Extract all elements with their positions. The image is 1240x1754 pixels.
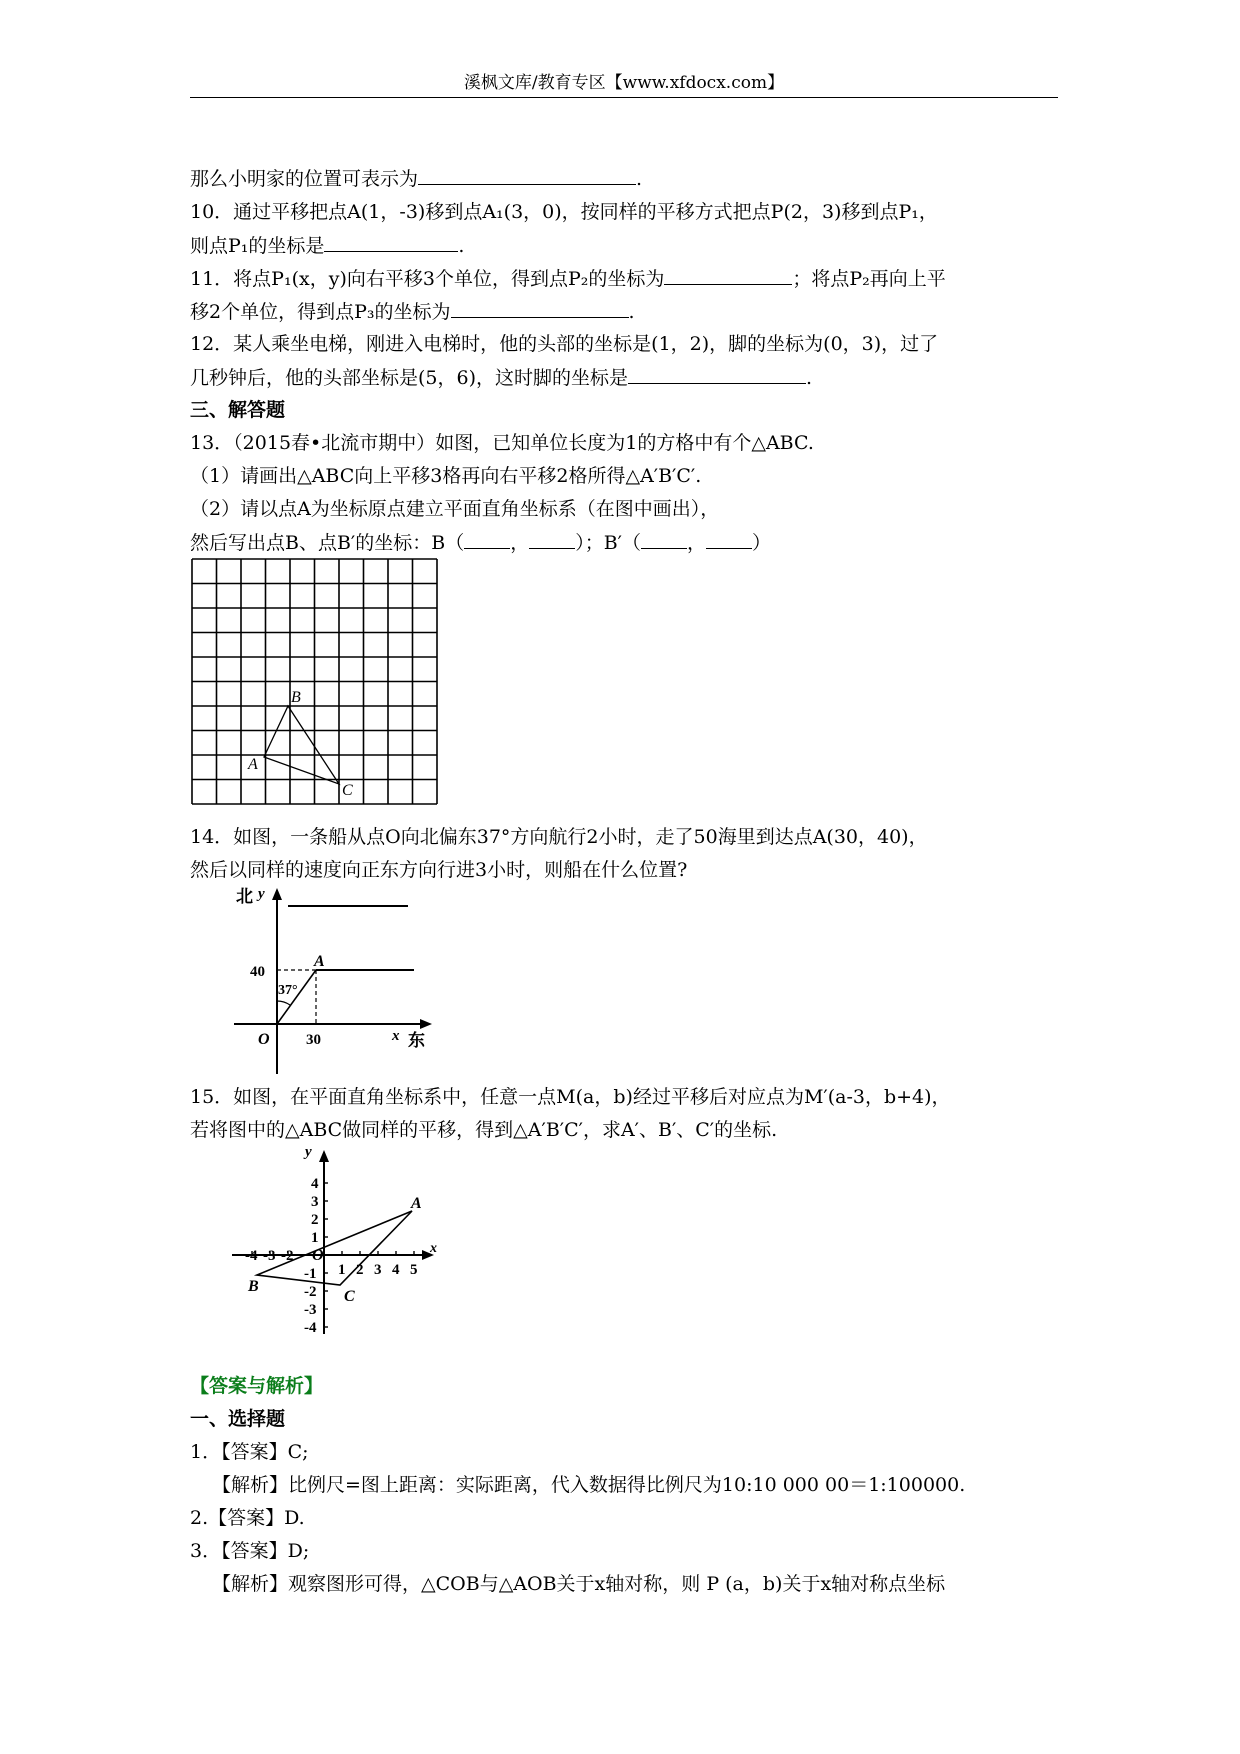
answer-blank (628, 365, 806, 384)
y-tick-label: 4 (311, 1176, 319, 1192)
grid (192, 559, 437, 804)
x-tick-label: 2 (356, 1262, 364, 1278)
section-heading-1: 一、选择题 (190, 1408, 286, 1430)
x-label: x (392, 1028, 400, 1044)
label-a: A (248, 756, 258, 773)
y-tick-label: 2 (311, 1212, 319, 1228)
x-tick-label: 1 (338, 1262, 346, 1278)
text: 则点P₁的坐标是 (190, 235, 325, 257)
q11-line2 (190, 299, 635, 324)
text: 那么小明家的位置可表示为 (190, 168, 419, 190)
y-tick-label: -3 (304, 1302, 317, 1318)
q14-line1: 14．如图，一条船从点O向北偏东37°方向航行2小时，走了50海里到达点A(30，40)， (190, 826, 928, 848)
text: 然后写出点B、点B′的坐标：B（ (190, 532, 465, 554)
y-tick-label: -1 (304, 1266, 317, 1282)
q15-line2: 若将图中的△ABC做同样的平移，得到△A′B′C′，求A′、B′、C′的坐标. (190, 1119, 778, 1141)
angle-arc (277, 1001, 290, 1005)
y-tick-label: 3 (311, 1194, 319, 1210)
east-label: 东 (408, 1031, 425, 1050)
label-b: B (248, 1278, 259, 1295)
y-axis-arrow (319, 1150, 329, 1162)
text: 几秒钟后，他的头部坐标是(5，6)，这时脚的坐标是 (190, 367, 629, 389)
x-tick-label: 4 (392, 1262, 400, 1278)
x-tick-label: -2 (281, 1248, 294, 1264)
q11-line1 (190, 266, 946, 291)
y-axis-arrow (272, 888, 282, 900)
answer-3: 3．【答案】D; (190, 1540, 310, 1562)
q13-part1: （1）请画出△ABC向上平移3格再向右平移2格所得△A′B′C′. (190, 465, 702, 487)
text: ， (510, 532, 530, 554)
text: ；将点P₂再向上平 (792, 268, 946, 290)
answer-blank (451, 299, 629, 318)
q9-continuation (190, 166, 642, 191)
text: . (636, 168, 643, 190)
x-tick-label: -3 (263, 1248, 276, 1264)
q14-line2: 然后以同样的速度向正东方向行进3小时，则船在什么位置? (190, 859, 688, 881)
section-heading-3: 三、解答题 (190, 399, 286, 421)
origin-label: O (312, 1247, 324, 1264)
x-label: x (430, 1241, 437, 1256)
answer-1: 1．【答案】C; (190, 1441, 309, 1463)
origin-label: O (258, 1031, 270, 1048)
header-divider (190, 97, 1058, 98)
answer-2: 2.【答案】D. (190, 1507, 305, 1529)
x-axis-arrow (420, 1019, 432, 1029)
text: 11．将点P₁(x，y)向右平移3个单位，得到点P₂的坐标为 (190, 268, 665, 290)
text: . (628, 301, 635, 323)
answer-blank (464, 530, 510, 549)
q12-line2 (190, 365, 812, 390)
q13-part2: （2）请以点A为坐标原点建立平面直角坐标系（在图中画出）， (190, 498, 720, 520)
x30-label: 30 (306, 1032, 321, 1048)
y-tick-label: -2 (304, 1284, 317, 1300)
text: ， (687, 532, 707, 554)
q15-coordinate-figure (226, 1144, 446, 1338)
y40-label: 40 (250, 964, 265, 980)
point-a-label: A (314, 953, 325, 970)
answer-blank (641, 530, 687, 549)
answer-1-explanation: 【解析】比例尺=图上距离：实际距离，代入数据得比例尺为10:10 000 00＝1:100000. (212, 1474, 966, 1496)
text: . (458, 235, 465, 257)
q13-grid-figure (190, 557, 440, 807)
y-tick-label: 1 (311, 1230, 319, 1246)
y-label: y (258, 886, 265, 902)
answer-3-explanation: 【解析】观察图形可得，△COB与△AOB关于x轴对称，则 P (a，b)关于x轴对称点坐标 (212, 1573, 946, 1595)
answer-section-title: 【答案与解析】 (190, 1375, 324, 1397)
label-a: A (411, 1195, 422, 1212)
label-c: C (342, 782, 353, 799)
page-header: 溪枫文库/教育专区【www.xfdocx.com】 (463, 73, 785, 93)
q10-line2 (190, 233, 464, 258)
answer-blank (664, 266, 792, 285)
q12-line1: 12．某人乘坐电梯，刚进入电梯时，他的头部的坐标是(1，2)，脚的坐标为(0，3)，过了 (190, 333, 939, 355)
label-c: C (344, 1288, 355, 1305)
answer-blank (706, 530, 752, 549)
x-tick-label: -4 (245, 1248, 258, 1264)
text: 移2个单位，得到点P₃的坐标为 (190, 301, 451, 323)
answer-blank (418, 166, 636, 185)
answer-blank (324, 233, 458, 252)
label-b: B (291, 689, 301, 706)
x-tick-label: 3 (374, 1262, 382, 1278)
y-tick-label: -4 (304, 1320, 317, 1336)
q13-stem: 13．（2015春•北流市期中）如图，已知单位长度为1的方格中有个△ABC. (190, 432, 814, 454)
q13-part3 (190, 530, 771, 555)
triangle-abc (264, 706, 339, 784)
text: ） (752, 532, 772, 554)
x-tick-label: 5 (410, 1262, 418, 1278)
q10-line1: 10．通过平移把点A(1，-3)移到点A₁(3，0)，按同样的平移方式把点P(2，3)移到点P₁， (190, 201, 938, 223)
q14-course-figure (230, 886, 440, 1086)
angle-label: 37° (278, 983, 298, 998)
text: ）；B′（ (575, 532, 641, 554)
north-label: 北 (236, 887, 253, 906)
y-label: y (305, 1144, 312, 1160)
text: . (806, 367, 813, 389)
answer-blank (529, 530, 575, 549)
q15-line1: 15．如图，在平面直角坐标系中，任意一点M(a，b)经过平移后对应点为M′(a-3，b+4)， (190, 1086, 951, 1108)
